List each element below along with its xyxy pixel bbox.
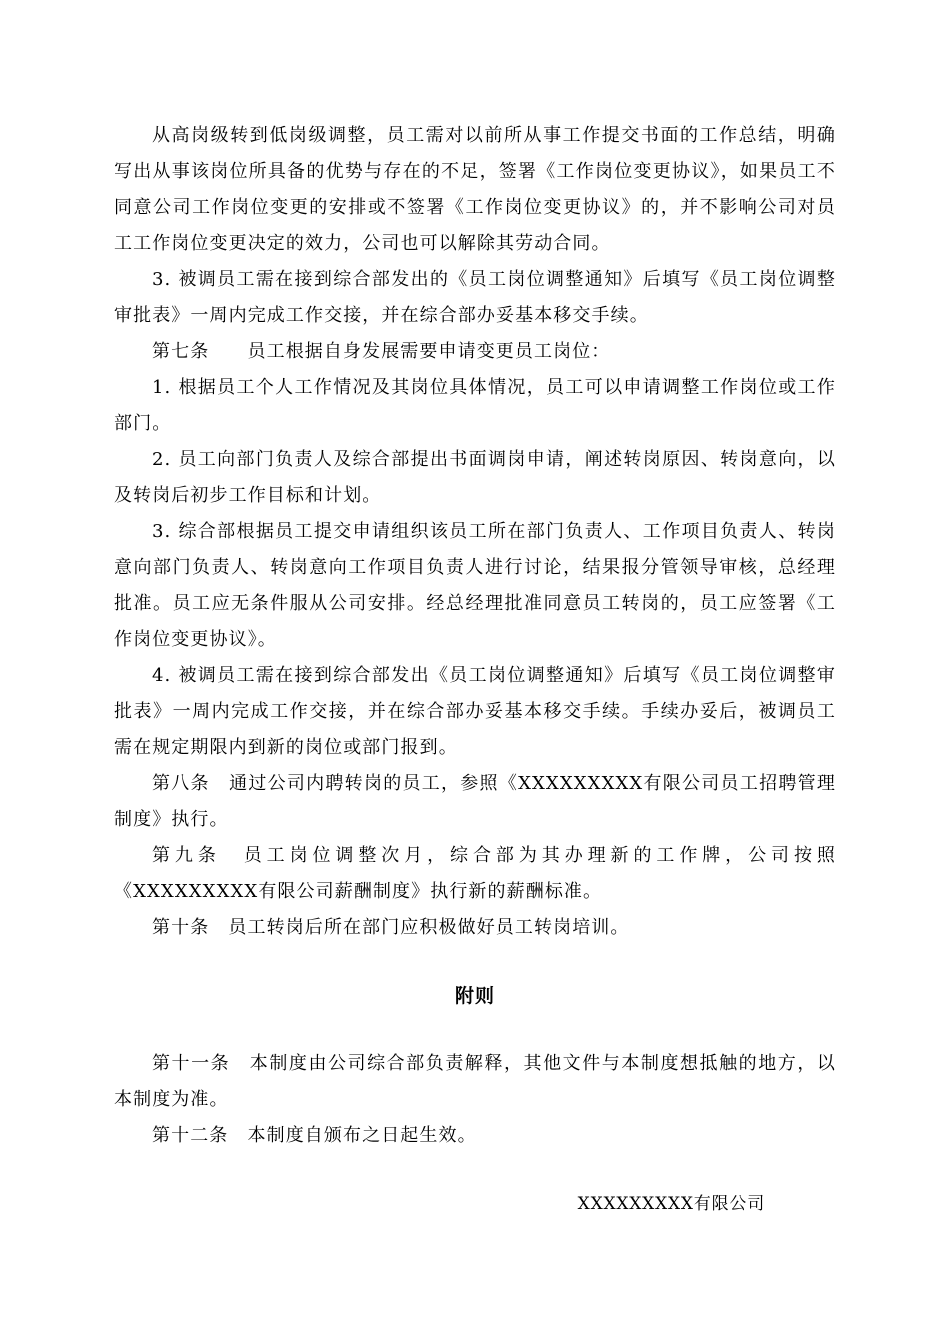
paragraph-article-11: 第十一条 本制度由公司综合部负责解释，其他文件与本制度想抵触的地方，以本制度为准。: [114, 1053, 836, 1110]
paragraph-item-4-handover: 4. 被调员工需在接到综合部发出《员工岗位调整通知》后填写《员工岗位调整审批表》一周内完成工作交接，并在综合部办妥基本移交手续。手续办妥后，被调员工需在规定期限内到新的岗位或部门报到。: [114, 665, 836, 758]
company-signature: XXXXXXXXX有限公司: [577, 1194, 765, 1214]
section-heading-appendix: 附则: [454, 985, 495, 1007]
paragraph-item-1-apply: 1. 根据员工个人工作情况及其岗位具体情况，员工可以申请调整工作岗位或工作部门。: [114, 377, 836, 434]
paragraph-demotion-summary: 从高岗级转到低岗级调整，员工需对以前所从事工作提交书面的工作总结，明确写出从事该岗位所具备的优势与存在的不足，签署《工作岗位变更协议》，如果员工不同意公司工作岗位变更的安排或不签署《工作岗位变更协议》的，并不影响公司对员工工作岗位变更决定的效力，公司也可以解除其劳动合同。: [114, 125, 836, 254]
paragraph-item-2-request: 2. 员工向部门负责人及综合部提出书面调岗申请，阐述转岗原因、转岗意向，以及转岗后初步工作目标和计划。: [114, 449, 836, 506]
paragraph-article-12: 第十二条 本制度自颁布之日起生效。: [152, 1125, 477, 1146]
paragraph-article-10: 第十条 员工转岗后所在部门应积极做好员工转岗培训。: [152, 917, 630, 938]
paragraph-article-8: 第八条 通过公司内聘转岗的员工，参照《XXXXXXXXX有限公司员工招聘管理制度》执行。: [114, 773, 836, 830]
paragraph-article-9: 第九条 员工岗位调整次月，综合部为其办理新的工作牌，公司按照《XXXXXXXXX有限公司薪酬制度》执行新的薪酬标准。: [114, 845, 836, 902]
paragraph-item-3-handover: 3. 被调员工需在接到综合部发出的《员工岗位调整通知》后填写《员工岗位调整审批表》一周内完成工作交接，并在综合部办妥基本移交手续。: [114, 269, 836, 326]
paragraph-article-7: 第七条 员工根据自身发展需要申请变更员工岗位：: [152, 341, 611, 362]
paragraph-item-3-review: 3. 综合部根据员工提交申请组织该员工所在部门负责人、工作项目负责人、转岗意向部门负责人、转岗意向工作项目负责人进行讨论，结果报分管领导审核，总经理批准。员工应无条件服从公司安排。经总经理批准同意员工转岗的，员工应签署《工作岗位变更协议》。: [114, 521, 836, 650]
